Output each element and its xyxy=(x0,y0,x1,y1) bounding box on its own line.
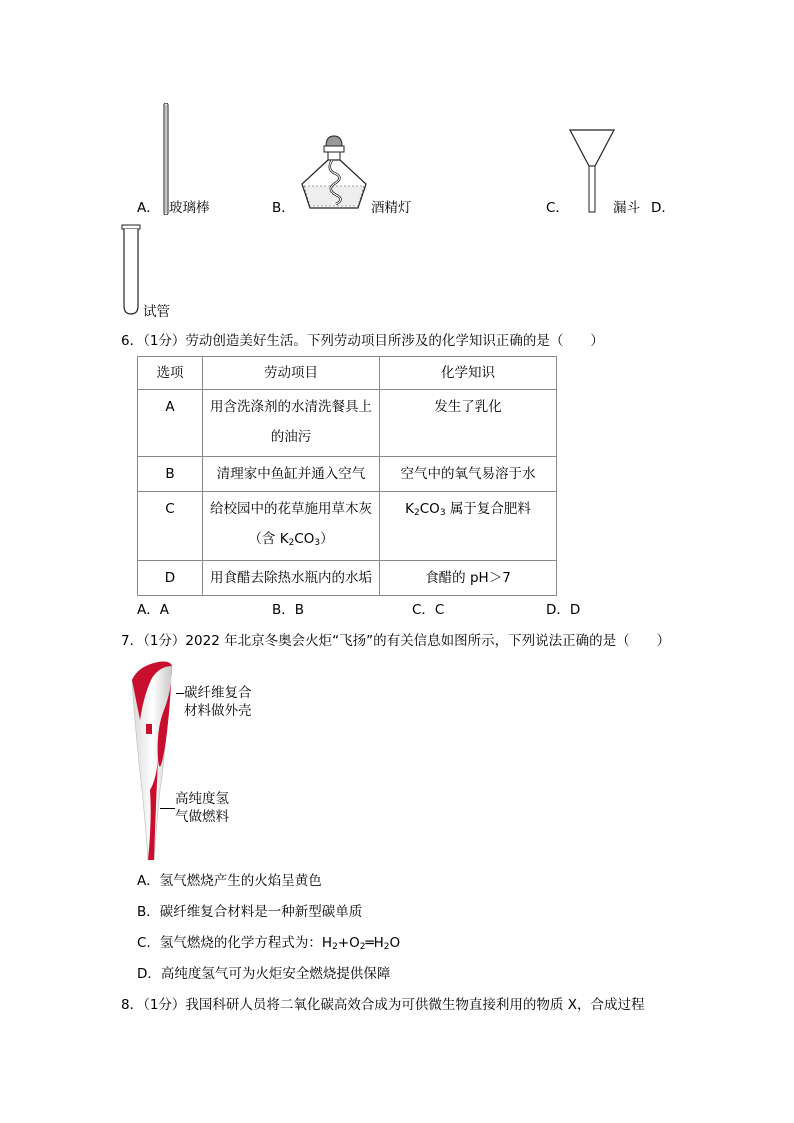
test-tube-image xyxy=(121,224,141,316)
question-7-stem: 7．（1分）2022 年北京冬奥会火炬“飞扬”的有关信息如图所示，下列说法正确的是（ ） xyxy=(121,633,671,649)
question-6-stem: 6．（1分）劳动创造美好生活。下列劳动项目所涉及的化学知识正确的是（ ） xyxy=(121,333,604,349)
question-6-table xyxy=(137,356,557,596)
funnel-image xyxy=(568,128,616,214)
row-project xyxy=(203,390,380,457)
row-knowledge: 食醋的 pH＞7 xyxy=(380,561,557,596)
answer-option-c[interactable]: C．C xyxy=(412,602,445,618)
table-row xyxy=(138,457,557,492)
row-option: D xyxy=(138,561,203,596)
row-option: B xyxy=(138,457,203,492)
question-8-stem: 8．（1分）我国科研人员将二氧化碳高效合成为可供微生物直接利用的物质 X，合成过程 xyxy=(121,997,645,1013)
row-knowledge: $K_2CO_3$ 属于复合肥料 xyxy=(380,492,557,561)
answer-option-a[interactable]: A．A xyxy=(137,602,169,618)
option-c-label: 漏斗 xyxy=(613,200,640,216)
table-row xyxy=(138,561,557,596)
row-knowledge: 发生了乳化 xyxy=(380,390,557,457)
option-a-label: 玻璃棒 xyxy=(169,200,210,216)
row-project-line1: 用含洗涤剂的水清洗餐具上 xyxy=(210,399,372,415)
answer-option-d[interactable]: D．D xyxy=(546,602,581,618)
fuel-label-line2: 气做燃料 xyxy=(175,809,229,825)
table-header: 化学知识 xyxy=(380,357,557,390)
test-tube-icon xyxy=(121,224,141,316)
fuel-label-line1: 高纯度氢 xyxy=(175,791,229,807)
table-header: 劳动项目 xyxy=(203,357,380,390)
row-project-line2: 的油污 xyxy=(270,429,312,445)
row-project-line2: （含 $K_2CO_3$） xyxy=(248,531,334,548)
table-header: 选项 xyxy=(138,357,203,390)
option-a-letter: A． xyxy=(137,200,160,216)
q7-option-a[interactable]: A．氢气燃烧产生的火焰呈黄色 xyxy=(137,873,322,889)
option-b-letter: B． xyxy=(272,200,295,216)
shell-label-line2: 材料做外壳 xyxy=(184,703,252,719)
row-project: 清理家中鱼缸并通入空气 xyxy=(203,457,380,492)
table-header-row xyxy=(138,357,557,390)
alcohol-lamp-image xyxy=(298,134,370,216)
row-project: 用食醋去除热水瓶内的水垢 xyxy=(203,561,380,596)
row-option: C xyxy=(138,492,203,561)
row-project xyxy=(203,492,380,561)
shell-label-line1: 碳纤维复合 xyxy=(184,685,252,701)
q7-option-b[interactable]: B．碳纤维复合材料是一种新型碳单质 xyxy=(137,904,363,920)
option-d-label: 试管 xyxy=(143,304,170,320)
q7-option-c[interactable]: C．氢气燃烧的化学方程式为：$H_2+O_2═H_2O$ xyxy=(137,935,401,952)
answer-option-b[interactable]: B．B xyxy=(272,602,305,618)
option-b-label: 酒精灯 xyxy=(371,200,412,216)
alcohol-lamp-icon xyxy=(298,134,370,216)
option-d-letter: D． xyxy=(651,200,675,216)
torch-icon xyxy=(128,660,184,862)
q7-option-d[interactable]: D．高纯度氢气可为火炬安全燃烧提供保障 xyxy=(137,966,391,982)
fuel-label-line xyxy=(160,808,175,809)
table-row xyxy=(138,492,557,561)
funnel-icon xyxy=(568,128,616,214)
shell-label-line xyxy=(176,693,184,694)
row-knowledge: 空气中的氧气易溶于水 xyxy=(380,457,557,492)
option-c-letter: C． xyxy=(546,200,569,216)
table-row xyxy=(138,390,557,457)
row-option: A xyxy=(138,390,203,457)
row-project-line1: 给校园中的花草施用草木灰 xyxy=(210,501,372,517)
torch-image xyxy=(128,660,184,862)
